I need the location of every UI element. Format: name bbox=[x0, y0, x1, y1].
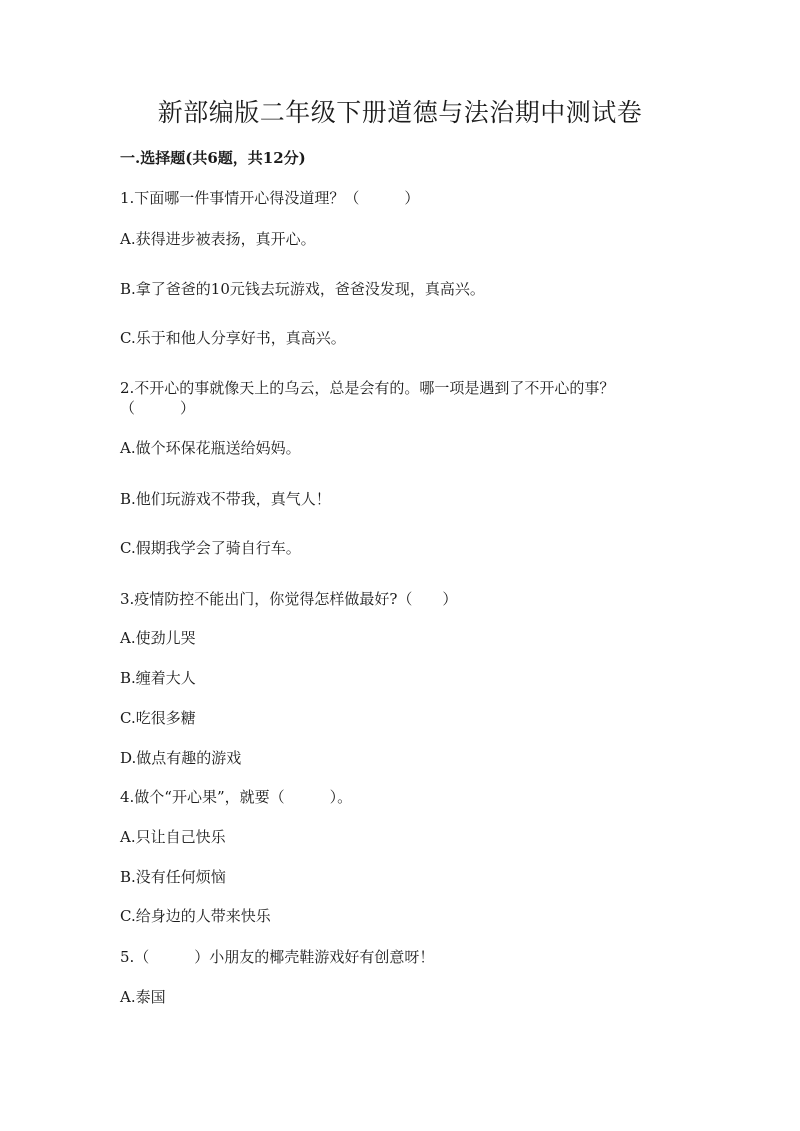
section-heading: 一.选择题(共6题，共12分) bbox=[120, 149, 306, 167]
question-4-option-b: B.没有任何烦恼 bbox=[120, 868, 226, 886]
question-1-option-a: A.获得进步被表扬，真开心。 bbox=[120, 230, 316, 248]
question-3-option-b: B.缠着大人 bbox=[120, 669, 196, 687]
question-2-option-c: C.假期我学会了骑自行车。 bbox=[120, 539, 301, 557]
question-2-option-a: A.做个环保花瓶送给妈妈。 bbox=[120, 439, 301, 457]
question-2-stem: 2.不开心的事就像天上的乌云，总是会有的。哪一项是遇到了不开心的事？（ ） bbox=[120, 379, 615, 417]
question-4-stem: 4.做个“开心果”，就要（ ）。 bbox=[120, 788, 353, 806]
question-3-option-a: A.使劲儿哭 bbox=[120, 629, 196, 647]
question-1-option-b: B.拿了爸爸的10元钱去玩游戏，爸爸没发现，真高兴。 bbox=[120, 280, 485, 298]
question-5-stem: 5.（ ）小朋友的椰壳鞋游戏好有创意呀！ bbox=[120, 948, 435, 966]
question-1-stem: 1.下面哪一件事情开心得没道理？（ ） bbox=[120, 189, 420, 207]
question-4-option-a: A.只让自己快乐 bbox=[120, 828, 226, 846]
exam-title: 新部编版二年级下册道德与法治期中测试卷 bbox=[157, 98, 643, 127]
question-3-option-d: D.做点有趣的游戏 bbox=[120, 749, 242, 767]
question-3-option-c: C.吃很多糖 bbox=[120, 709, 196, 727]
question-4-option-c: C.给身边的人带来快乐 bbox=[120, 907, 271, 925]
question-2-option-b: B.他们玩游戏不带我，真气人！ bbox=[120, 490, 331, 508]
question-1-option-c: C.乐于和他人分享好书，真高兴。 bbox=[120, 329, 346, 347]
question-3-stem: 3.疫情防控不能出门，你觉得怎样做最好?（ ） bbox=[120, 590, 458, 608]
question-5-option-a: A.泰国 bbox=[120, 988, 166, 1006]
